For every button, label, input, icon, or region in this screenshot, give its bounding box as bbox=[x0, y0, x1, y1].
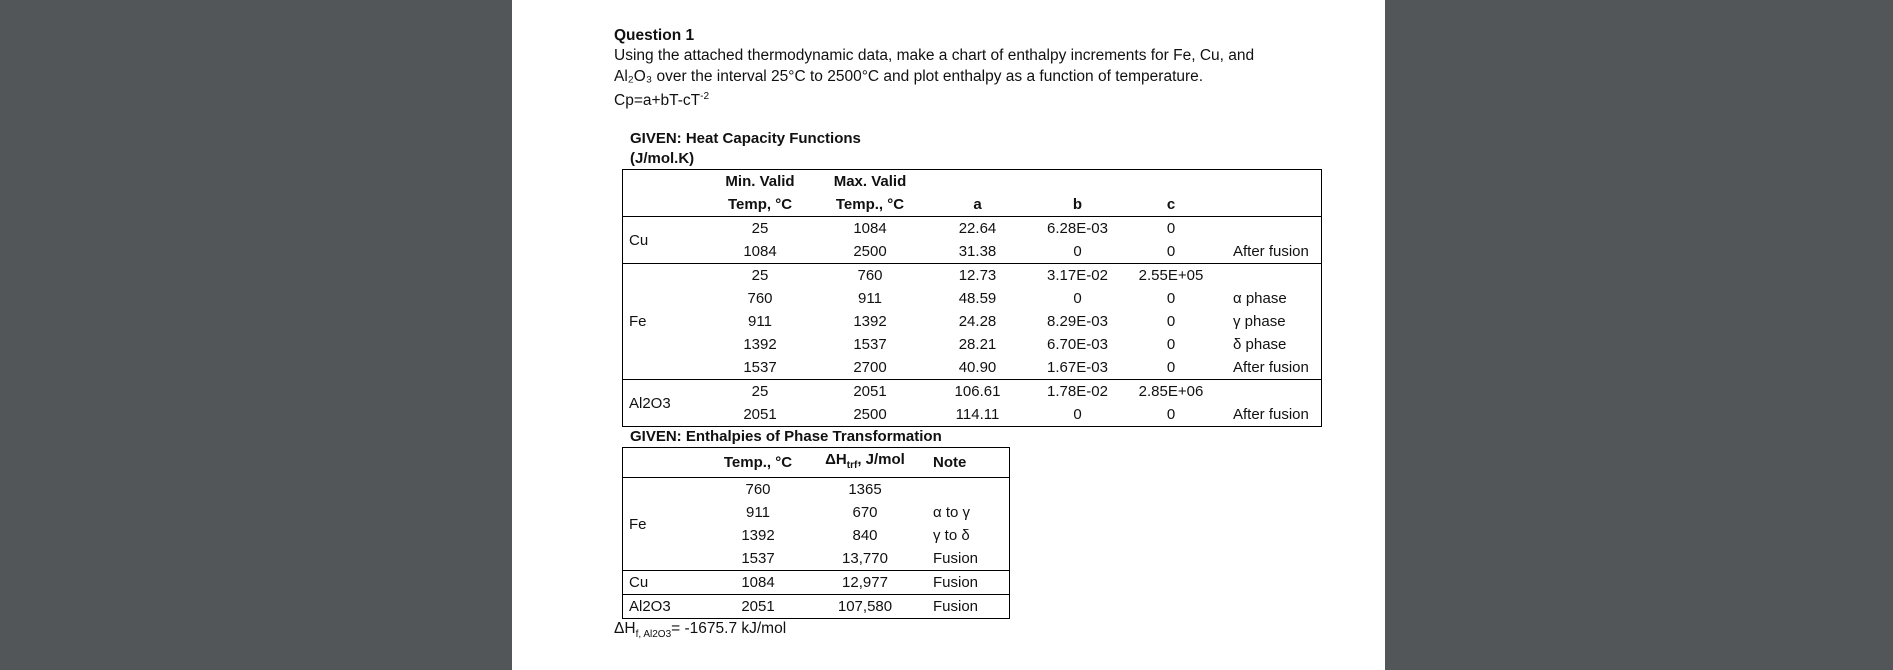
cell-c: 0 bbox=[1166, 406, 1176, 423]
cell-min-temp: 25 bbox=[705, 380, 815, 404]
element-label: Fe bbox=[623, 264, 706, 380]
document-content bbox=[614, 26, 1354, 645]
cp-formula bbox=[614, 87, 1354, 111]
header-note: Note bbox=[933, 454, 967, 471]
cell-b: 0 bbox=[1073, 406, 1082, 423]
table-row bbox=[623, 217, 1322, 241]
question-line-1: Using the attached thermodynamic data, make a chart of enthalpy increments for Fe, Cu, and bbox=[614, 47, 1255, 64]
cell-max-temp: 1084 bbox=[815, 217, 925, 241]
cell-a: 106.61 bbox=[925, 380, 1030, 404]
table-row bbox=[623, 380, 1322, 404]
cell-b: 6.28E-03 bbox=[1030, 217, 1125, 241]
cell-b: 0 bbox=[1073, 243, 1082, 260]
cell-b: 0 bbox=[1073, 290, 1082, 307]
cell-temp: 2051 bbox=[711, 595, 805, 619]
cell-note bbox=[1217, 217, 1322, 241]
header-min-top: Min. Valid bbox=[725, 173, 795, 190]
cell-c: 2.55E+05 bbox=[1125, 264, 1217, 288]
cell-note: α phase bbox=[1233, 290, 1287, 307]
header-dh-sub: trf bbox=[846, 460, 858, 471]
formation-enthalpy bbox=[614, 619, 1354, 645]
header-max-bottom: Temp., °C bbox=[835, 196, 905, 213]
cell-c: 2.85E+06 bbox=[1125, 380, 1217, 404]
table2-caption: GIVEN: Enthalpies of Phase Transformation bbox=[630, 428, 942, 445]
cell-note: γ to δ bbox=[933, 527, 970, 544]
cell-dh: 840 bbox=[852, 527, 878, 544]
cell-note: After fusion bbox=[1233, 359, 1309, 376]
cell-a: 114.11 bbox=[955, 406, 1000, 423]
cell-b: 6.70E-03 bbox=[1047, 336, 1108, 353]
cell-b: 3.17E-02 bbox=[1030, 264, 1125, 288]
header-dh-prefix: ΔH bbox=[825, 451, 847, 468]
element-label: Cu bbox=[623, 571, 712, 595]
table-row bbox=[623, 403, 1322, 427]
cell-max-temp: 1537 bbox=[853, 336, 887, 353]
table-row bbox=[623, 571, 1010, 595]
cell-a: 48.59 bbox=[958, 290, 997, 307]
cell-max-temp: 1392 bbox=[853, 313, 887, 330]
table-row bbox=[623, 310, 1322, 333]
cell-note bbox=[925, 478, 1010, 502]
cell-min-temp: 1537 bbox=[743, 359, 777, 376]
cp-formula-exponent: -2 bbox=[700, 91, 710, 102]
cp-formula-base: Cp=a+bT-cT bbox=[614, 92, 701, 109]
cell-min-temp: 25 bbox=[705, 217, 815, 241]
header-c: c bbox=[1166, 196, 1176, 213]
header-b: b bbox=[1072, 196, 1083, 213]
table-row bbox=[623, 333, 1322, 356]
cell-note: Fusion bbox=[933, 550, 979, 567]
cell-c: 0 bbox=[1166, 243, 1176, 260]
header-min-bottom: Temp, °C bbox=[727, 196, 793, 213]
table-row bbox=[623, 240, 1322, 264]
cell-min-temp: 2051 bbox=[743, 406, 777, 423]
cell-min-temp: 911 bbox=[748, 313, 772, 330]
cell-note: After fusion bbox=[1233, 406, 1309, 423]
document-page bbox=[512, 0, 1385, 670]
cell-min-temp: 25 bbox=[705, 264, 815, 288]
cell-note bbox=[1217, 380, 1322, 404]
cell-temp: 760 bbox=[711, 478, 805, 502]
question-line-2: Al₂O₃ over the interval 25°C to 2500°C and plot enthalpy as a function of temperature. bbox=[614, 67, 1204, 85]
cell-a: 22.64 bbox=[925, 217, 1030, 241]
cell-temp: 1392 bbox=[741, 527, 775, 544]
cell-max-temp: 2500 bbox=[853, 406, 887, 423]
cell-b: 8.29E-03 bbox=[1047, 313, 1108, 330]
cell-note: γ phase bbox=[1233, 313, 1286, 330]
header-a: a bbox=[973, 196, 982, 213]
cell-b: 1.67E-03 bbox=[1047, 359, 1108, 376]
table1-caption-line2: (J/mol.K) bbox=[630, 150, 695, 167]
header-max-top: Max. Valid bbox=[833, 173, 907, 190]
cell-a: 12.73 bbox=[925, 264, 1030, 288]
question-title: Question 1 bbox=[614, 27, 695, 44]
table1-caption-line1: GIVEN: Heat Capacity Functions bbox=[630, 130, 861, 147]
cell-a: 24.28 bbox=[958, 313, 997, 330]
cell-min-temp: 760 bbox=[747, 290, 773, 307]
cell-temp: 1537 bbox=[741, 550, 775, 567]
cell-note: Fusion bbox=[925, 571, 1010, 595]
table-row bbox=[623, 595, 1010, 619]
cell-temp: 1084 bbox=[711, 571, 805, 595]
cell-a: 28.21 bbox=[958, 336, 997, 353]
cell-min-temp: 1084 bbox=[743, 243, 777, 260]
cell-temp: 911 bbox=[746, 504, 770, 521]
cell-note bbox=[1217, 264, 1322, 288]
cell-note: α to γ bbox=[933, 504, 971, 521]
phase-transformation-table bbox=[622, 447, 1010, 619]
table-row bbox=[623, 356, 1322, 380]
cell-dh: 670 bbox=[852, 504, 878, 521]
formation-enthalpy-sub: f, Al2O3 bbox=[635, 629, 672, 641]
cell-min-temp: 1392 bbox=[743, 336, 777, 353]
cell-note: Fusion bbox=[925, 595, 1010, 619]
cell-max-temp: 760 bbox=[815, 264, 925, 288]
cell-c: 0 bbox=[1166, 336, 1176, 353]
cell-dh: 12,977 bbox=[805, 571, 925, 595]
header-dh bbox=[805, 448, 925, 478]
cell-dh: 1365 bbox=[805, 478, 925, 502]
formation-enthalpy-value: = -1675.7 kJ/mol bbox=[671, 620, 787, 637]
cell-max-temp: 2500 bbox=[853, 243, 887, 260]
heat-capacity-table bbox=[622, 169, 1322, 427]
cell-dh: 13,770 bbox=[842, 550, 888, 567]
heat-capacity-table-body bbox=[623, 217, 1322, 427]
cell-c: 0 bbox=[1166, 313, 1176, 330]
header-dh-suffix: , J/mol bbox=[857, 451, 905, 468]
element-label: Al2O3 bbox=[623, 595, 712, 619]
cell-c: 0 bbox=[1166, 359, 1176, 376]
element-label: Cu bbox=[623, 217, 706, 264]
cell-dh: 107,580 bbox=[805, 595, 925, 619]
cell-a: 31.38 bbox=[958, 243, 997, 260]
table-row bbox=[623, 264, 1322, 288]
cell-note: After fusion bbox=[1233, 243, 1309, 260]
header-temp: Temp., °C bbox=[723, 454, 793, 471]
cell-c: 0 bbox=[1125, 217, 1217, 241]
cell-note: δ phase bbox=[1233, 336, 1287, 353]
table-row bbox=[623, 287, 1322, 310]
cell-b: 1.78E-02 bbox=[1030, 380, 1125, 404]
table-row bbox=[623, 478, 1010, 502]
cell-max-temp: 2051 bbox=[815, 380, 925, 404]
formation-enthalpy-prefix: ΔH bbox=[614, 620, 636, 637]
phase-transformation-table-body bbox=[623, 478, 1010, 619]
cell-c: 0 bbox=[1166, 290, 1176, 307]
cell-max-temp: 2700 bbox=[853, 359, 887, 376]
cell-a: 40.90 bbox=[958, 359, 997, 376]
element-label: Fe bbox=[623, 478, 712, 571]
cell-max-temp: 911 bbox=[858, 290, 882, 307]
element-label: Al2O3 bbox=[623, 380, 706, 427]
